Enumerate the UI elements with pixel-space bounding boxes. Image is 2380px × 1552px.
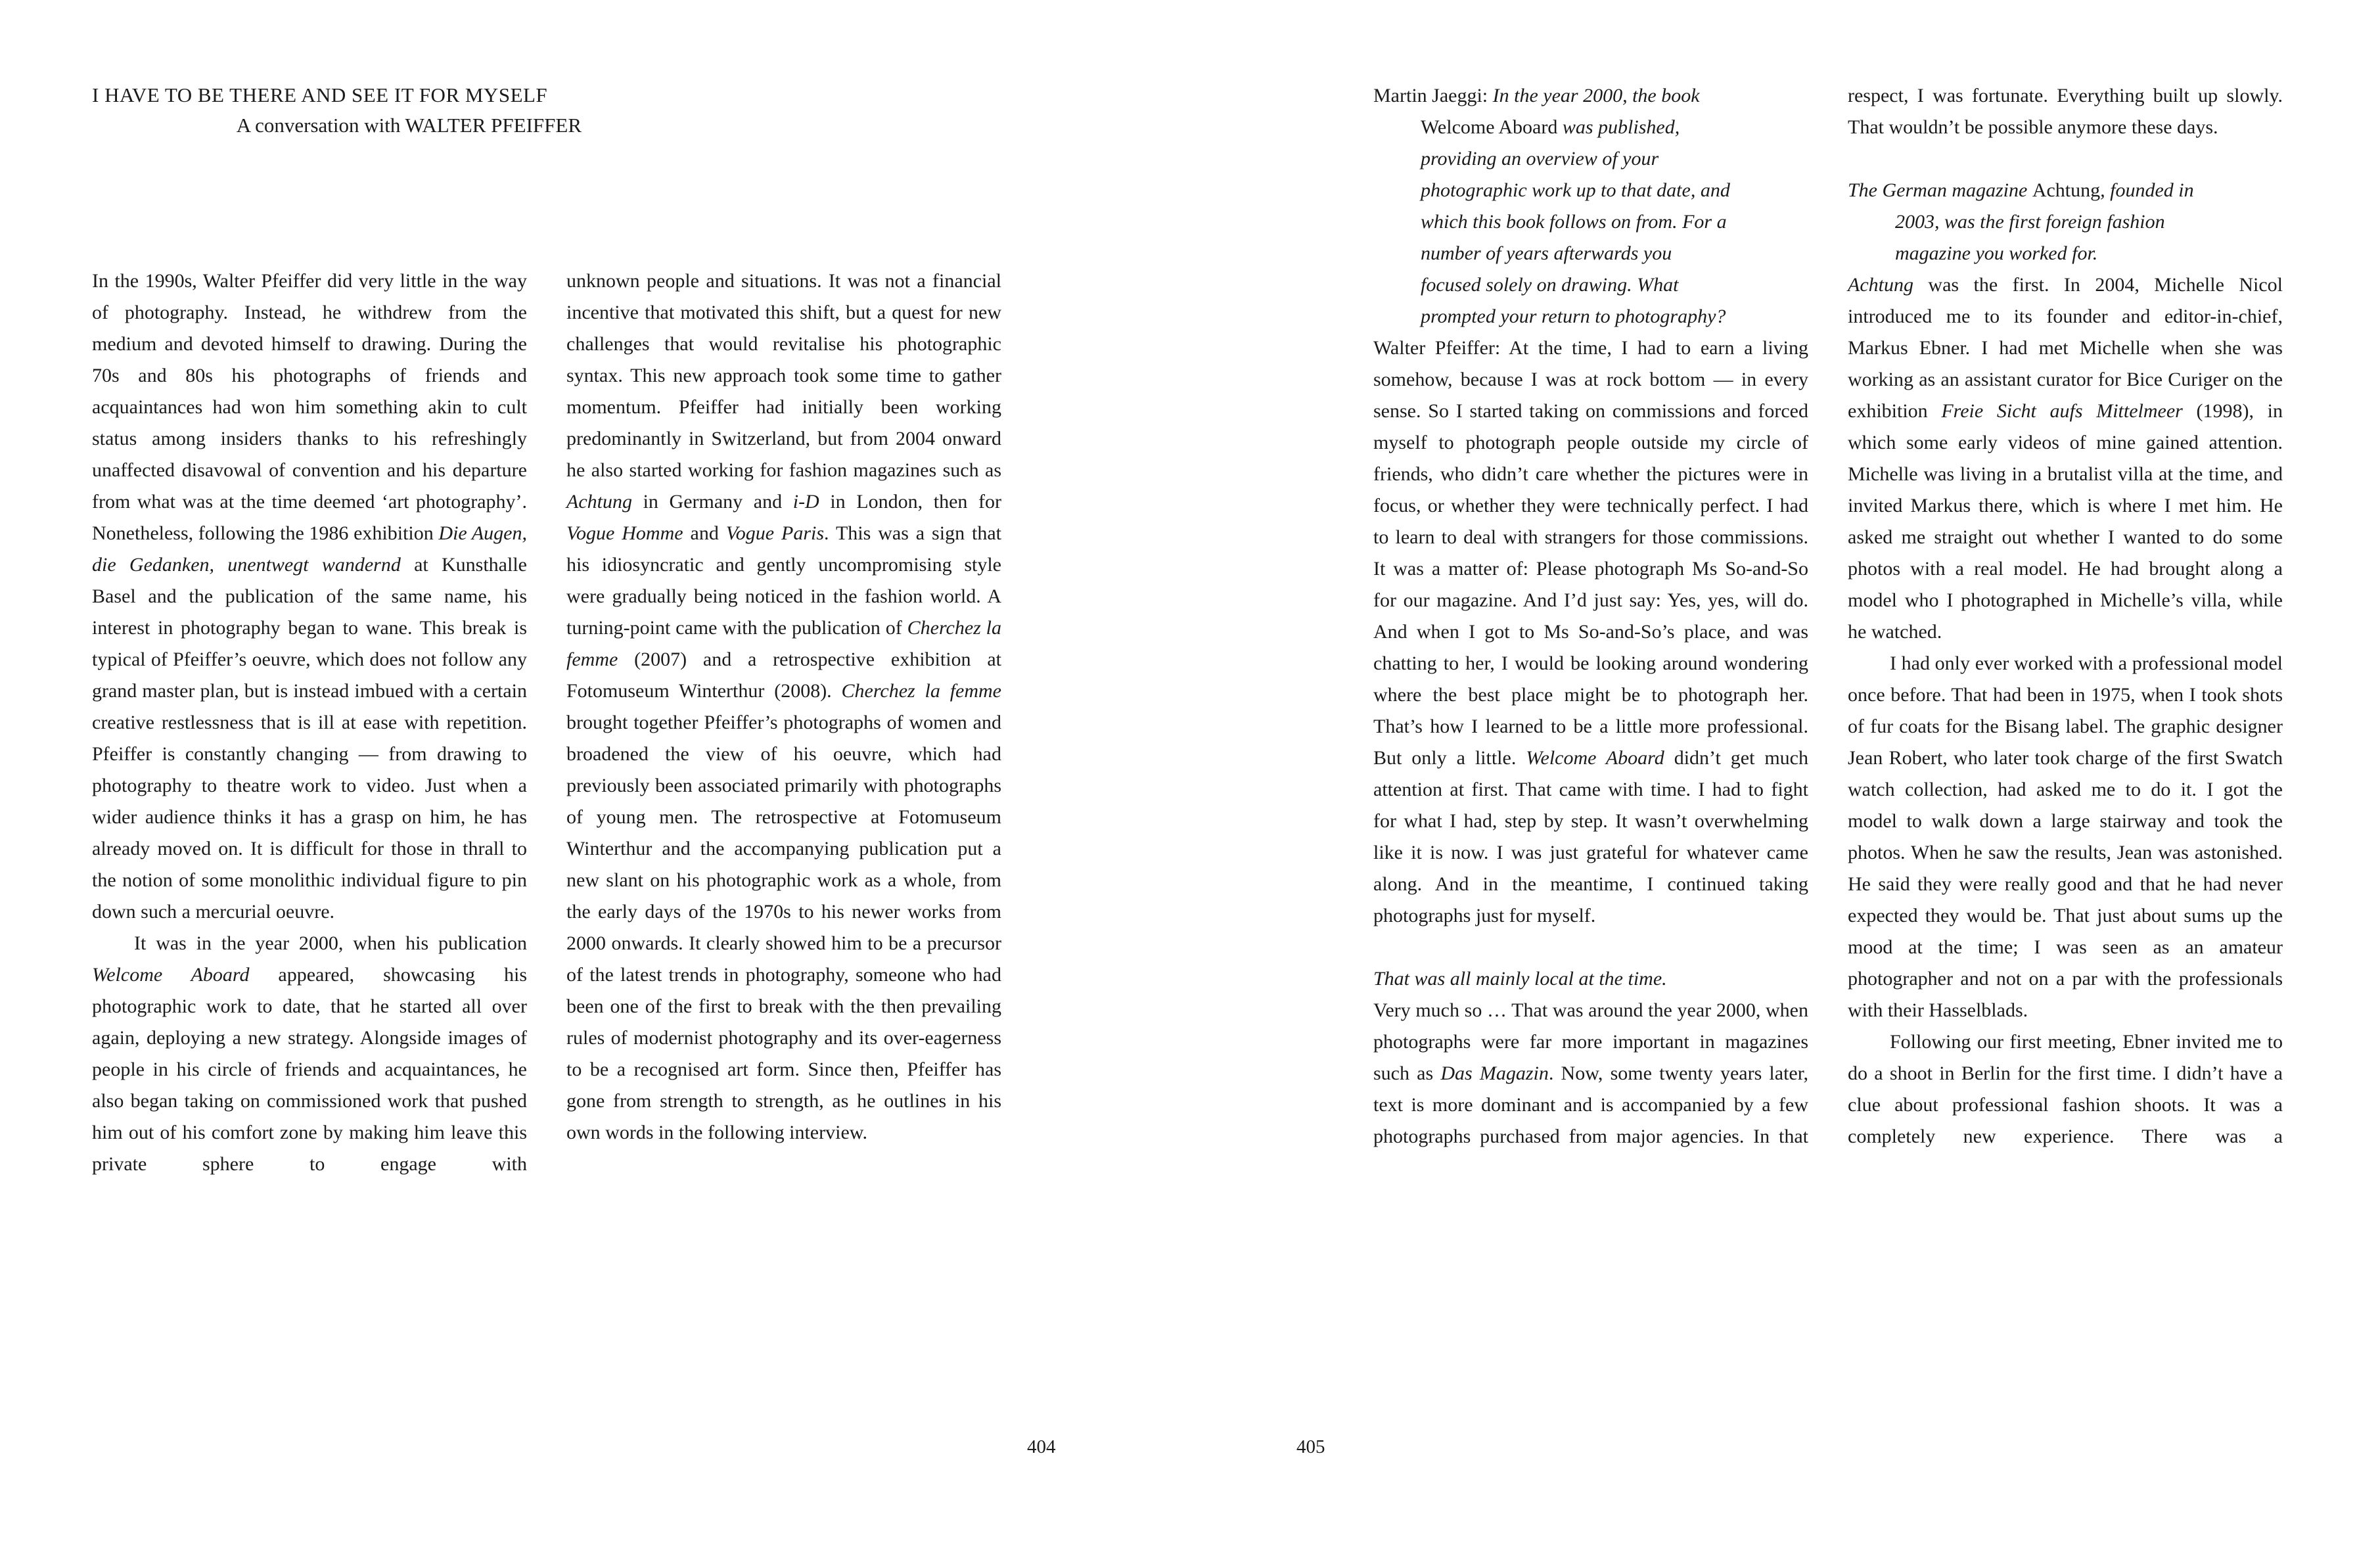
text-run: brought together Pfeiffer’s photographs of women and broadened the view of his oeuvre, which had previously been associated primarily with photographs of young men. The retrospective at Fotomuseum Winterthur and the accompanying publication put a new slant on his photographic work as a whole, from the early days of the 1970s to his newer works from 2000 onwards. It clearly showed him to be a precursor of the latest trends in photography, someone who had been one of the first to break with the then prevailing rules of modernist photography and its over-eagerness to be a recognised art form. Since then, Pfeiffer has gone from strength to strength, as he outlines in his own words in the following interview. [566, 712, 1001, 1143]
interview-question [1373, 963, 1733, 995]
italic-text-run: The German magazine [1848, 179, 2032, 201]
text-column-right-2 [1848, 80, 2283, 1153]
body-paragraph [1373, 332, 1808, 932]
page-number-right: 405 [1296, 1436, 1325, 1457]
text-column-right-1 [1373, 80, 1808, 1153]
text-run: . This was a sign that his idiosyncratic and gently uncompromising style were gradually being noticed in the fashion world. A turning-point came with the publication of [566, 522, 1001, 639]
body-paragraph [1373, 995, 1808, 1153]
text-run: Welcome Aboard [1421, 116, 1558, 138]
italic-text-run: Cherchez la femme [566, 617, 1001, 670]
italic-text-run: Das Magazin [1440, 1062, 1549, 1084]
italic-text-run: Welcome Aboard [92, 964, 250, 986]
text-column-left-2 [566, 265, 1001, 1149]
interview-question [1373, 80, 1733, 332]
text-run: It was in the year 2000, when his publication [134, 932, 527, 954]
text-run: at Kunsthalle Basel and the publication of the same name, his interest in photography began to wane. This break is typical of Pfeiffer’s oeuvre, which does not follow any grand master plan, but is instead imbued with a certain creative restlessness that is ill at ease with repetition. Pfeiffer is constantly changing — from drawing to photography to theatre work to video. Just when a wider audience thinks it has a grasp on him, he has already moved on. It is difficult for those in thrall to the notion of some monolithic individual figure to pin down such a mercurial oeuvre. [92, 554, 527, 923]
text-run: . Now, some twenty years later, text is more dominant and is accompanied by a few photographs purchased from major agencies. In that [1373, 1062, 1809, 1147]
text-run: In the 1990s, Walter Pfeiffer did very little in the way of photography. Instead, he withdrew from the medium and devoted himself to drawing. During the 70s and 80s his photographs of friends and acquaintances had won him something akin to cult status among insiders thanks to his refreshingly unaffected disavowal of convention and his departure from what was at the time deemed ‘art photography’. Nonetheless, following the 1986 exhibition [92, 270, 527, 544]
text-run: was the first. In 2004, Michelle Nicol introduced me to its founder and editor-in-chief, Markus Ebner. I had met Michelle when she was working as an assistant curator for Bice Curiger on the exhibition [1848, 274, 2283, 422]
italic-text-run: Achtung [1848, 274, 1913, 296]
text-run: I had only ever worked with a professional model once before. That had been in 1975, when I took shots of fur coats for the Bisang label. The graphic designer Jean Robert, who later took charge of the first Swatch watch collection, had asked me to do it. I got the model to walk down a large stairway and took the photos. When he saw the results, Jean was astonished. He said they were really good and that he had never expected they would be. That just about sums up the mood at the time; I was seen as an amateur photographer and not on a par with the professionals with their Hasselblads. [1848, 652, 2283, 1021]
text-run: Walter Pfeiffer: At the time, I had to earn a living somehow, because I was at rock bottom — in every sense. So I started taking on commissions and forced myself to photograph people outside my circle of friends, who didn’t care whether the pictures were in focus, or whether they were technically perfect. I had to learn to deal with strangers for those commissions. It was a matter of: Please photograph Ms So-and-So for our magazine. And I’d just say: Yes, yes, will do. And when I got to Ms So-and-So’s place, and was chatting to her, I would be looking around wondering where the best place might be to photograph her. That’s how I learned to be a little more professional. But only a little. [1373, 337, 1808, 769]
italic-text-run: was published, providing an overview of your photographic work up to that date, and which this book follows on from. For a number of years afterwards you focused solely on drawing. What prompted your return to photography? [1421, 116, 1730, 327]
body-paragraph [92, 265, 527, 928]
text-run: in Germany and [631, 491, 793, 513]
body-paragraph [566, 265, 1001, 1149]
text-run: and [683, 522, 726, 544]
interview-question [1848, 175, 2208, 269]
italic-text-run: Welcome Aboard [1526, 747, 1664, 769]
italic-text-run: i-D [792, 491, 819, 513]
text-run: Martin Jaeggi: [1373, 85, 1493, 106]
italic-text-run: That was all mainly local at the time. [1373, 968, 1667, 990]
text-run: didn’t get much attention at first. That came with time. I had to fight for what I had, step by step. It wasn’t overwhelming like it is now. I was just grateful for whatever came along. And in the meantime, I continued taking photographs just for myself. [1373, 747, 1808, 926]
text-run: appeared, showcasing his photographic work to date, that he started all over again, deploying a new strategy. Alongside images of people in his circle of friends and acquaintances, he also began taking on commissioned work that pushed him out of his comfort zone by making him leave this private sphere to engage with [92, 964, 527, 1175]
body-paragraph [1848, 80, 2283, 143]
article-subtitle: A conversation with WALTER PFEIFFER [236, 114, 582, 137]
italic-text-run: Die Augen, die Gedanken, unentwegt wandernd [92, 522, 527, 576]
italic-text-run: Achtung [566, 491, 632, 513]
text-column-left-1 [92, 265, 527, 1180]
body-paragraph [1848, 648, 2283, 1026]
italic-text-run: , founded in 2003, was the first foreign fashion magazine you worked for. [1895, 179, 2194, 264]
text-run: Achtung [2032, 179, 2101, 201]
text-run: (1998), in which some early videos of mine gained attention. Michelle was living in a brutalist villa at the time, and invited Markus there, which is where I met him. He asked me straight out whether I wanted to do some photos with a real model. He had brought along a model who I photographed in Michelle’s villa, while he watched. [1848, 400, 2283, 643]
body-paragraph [1848, 269, 2283, 648]
article-header [92, 80, 582, 141]
italic-text-run: Freie Sicht aufs Mittelmeer [1941, 400, 2183, 422]
text-run: unknown people and situations. It was not a financial incentive that motivated this shift, but a quest for new challenges that would revitalise his photographic syntax. This new approach took some time to gather momentum. Pfeiffer had initially been working predominantly in Switzerland, but from 2004 onward he also started working for fashion magazines such as [566, 270, 1001, 481]
text-run: Following our first meeting, Ebner invited me to do a shoot in Berlin for the first time. I didn’t have a clue about professional fashion shoots. It was a completely new experience. There was a [1848, 1031, 2283, 1147]
text-run: (2007) and a retrospective exhibition at Fotomuseum Winterthur (2008). [566, 649, 1001, 702]
text-run: Very much so … That was around the year 2000, when photographs were far more important in magazines such as [1373, 999, 1808, 1084]
body-paragraph [1848, 1026, 2283, 1153]
italic-text-run: Cherchez la femme [841, 680, 1001, 702]
text-run: in London, then for [819, 491, 1001, 513]
body-paragraph [92, 928, 527, 1180]
italic-text-run: In the year 2000, the book [1492, 85, 1700, 106]
italic-text-run: Vogue Homme [566, 522, 683, 544]
page-number-left: 404 [1027, 1436, 1056, 1457]
italic-text-run: Vogue Paris [725, 522, 825, 544]
article-title: I HAVE TO BE THERE AND SEE IT FOR MYSELF [92, 83, 548, 106]
text-run: respect, I was fortunate. Everything built up slowly. That wouldn’t be possible anymore these days. [1848, 85, 2283, 138]
